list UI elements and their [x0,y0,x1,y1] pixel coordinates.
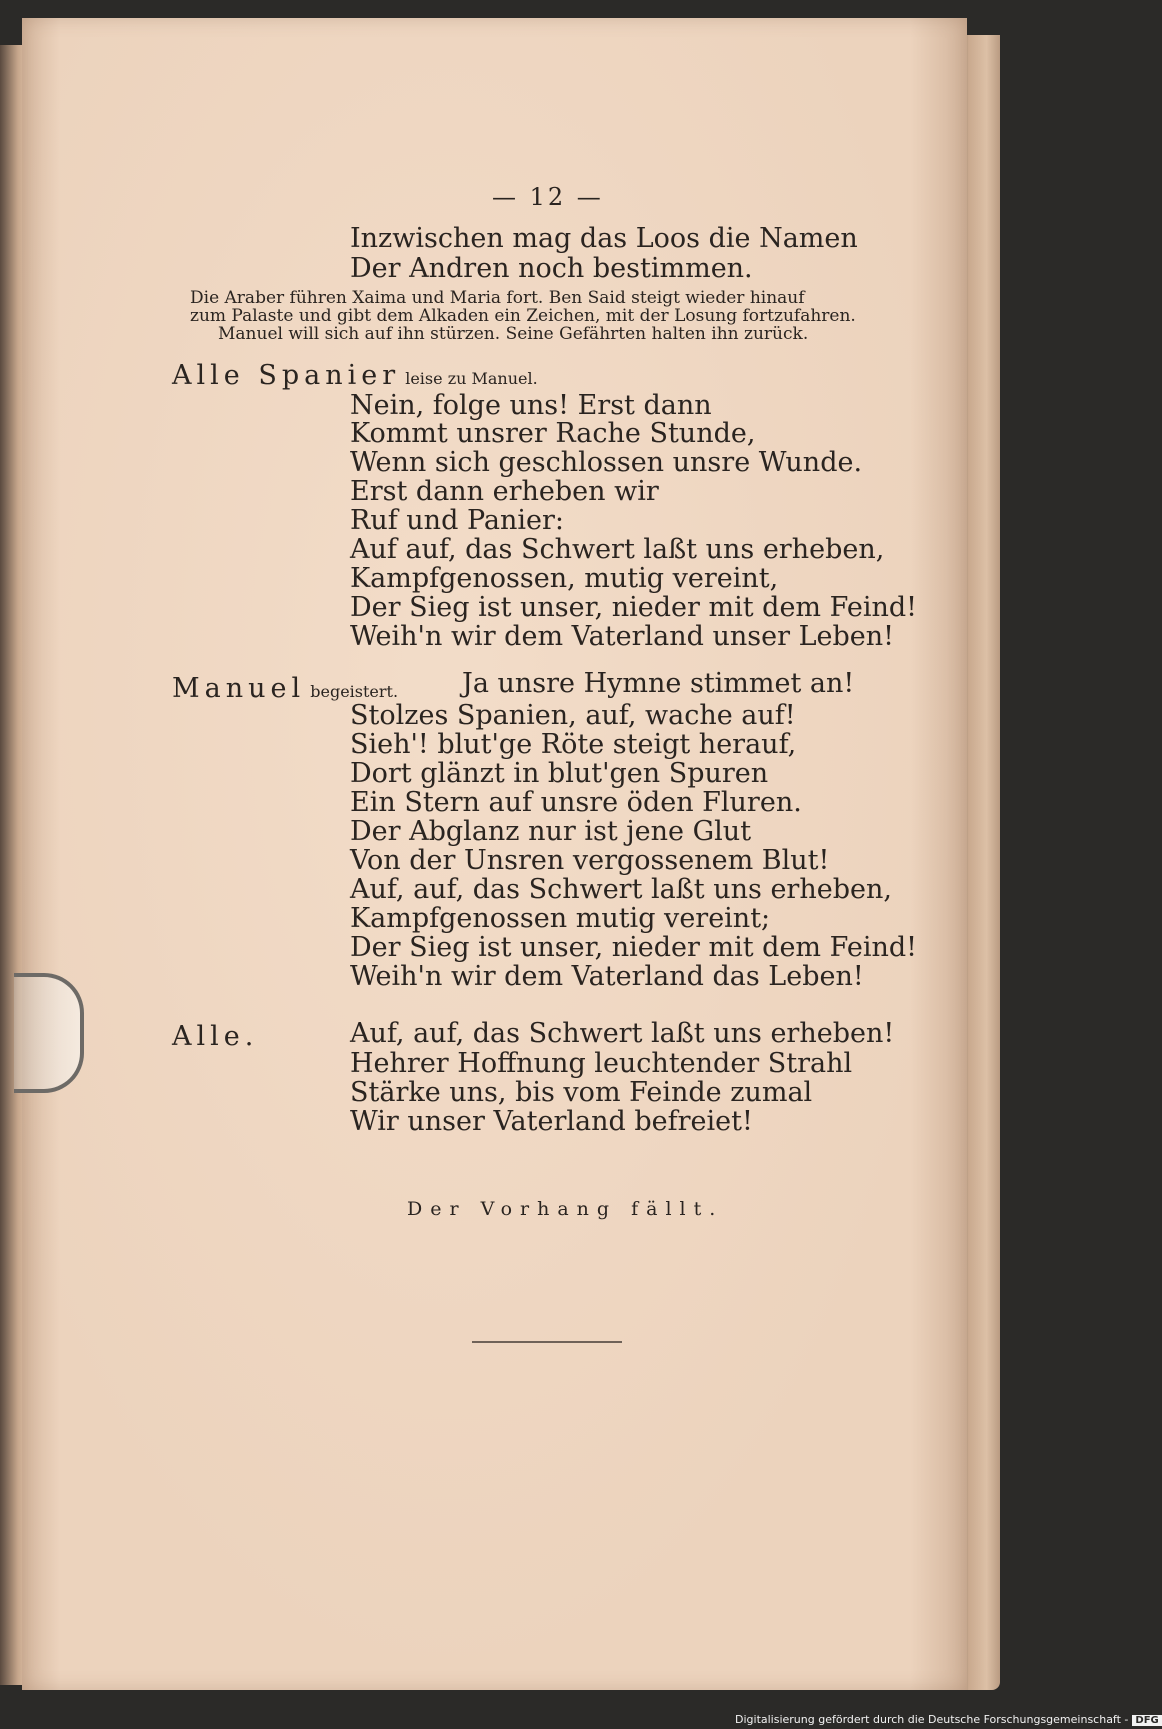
verse-line: Von der Unsren vergossenem Blut! [350,845,830,876]
speaker-heading [172,360,538,391]
verse-line: Weih'n wir dem Vaterland das Leben! [350,961,864,992]
stage-direction-line: zum Palaste und gibt dem Alkaden ein Zeichen, mit der Losung fortzufahren. [190,306,856,326]
speaker-heading [172,1021,258,1052]
page-number: — 12 — [492,183,604,211]
verse-line: Kampfgenossen, mutig vereint, [350,563,779,594]
verse-line: Ein Stern auf unsre öden Fluren. [350,787,802,818]
verse-line: Hehrer Hoffnung leuchtender Strahl [350,1048,853,1079]
verse-line: Sieh'! blut'ge Röte steigt herauf, [350,729,797,760]
speaker-name: Alle Spanier [172,360,401,391]
stage-direction-line: Die Araber führen Xaima und Maria fort. Ben Said steigt wieder hinauf [190,288,805,308]
speaker-name: Manuel [172,673,306,704]
verse-line: Dort glänzt in blut'gen Spuren [350,758,769,789]
verse-line: Erst dann erheben wir [350,476,659,507]
verse-line: Kampfgenossen mutig vereint; [350,903,771,934]
divider-rule [472,1341,622,1343]
speaker-name: Alle. [172,1021,259,1052]
verse-line: Kommt unsrer Rache Stunde, [350,418,756,449]
paper-clip-icon [14,973,84,1093]
verse-line: Stärke uns, bis vom Feinde zumal [350,1077,813,1108]
verse-line: Wenn sich geschlossen unsre Wunde. [350,447,863,478]
book-page [22,18,967,1690]
verse-line: Inzwischen mag das Loos die Namen [350,223,858,254]
speaker-direction: leise zu Manuel. [405,369,538,388]
footer-text: Digitalisierung gefördert durch die Deutsche Forschungsgemeinschaft - [735,1713,1129,1726]
verse-line: Auf, auf, das Schwert laßt uns erheben, [350,874,892,905]
verse-line: Der Abglanz nur ist jene Glut [350,816,752,847]
verse-line: Ruf und Panier: [350,505,564,536]
stage-direction-line: Manuel will sich auf ihn stürzen. Seine Gefährten halten ihn zurück. [218,324,809,344]
verse-line: Der Andren noch bestimmen. [350,253,753,284]
speaker-direction: begeistert. [310,682,399,701]
digitization-footer [735,1713,1162,1726]
verse-line: Auf, auf, das Schwert laßt uns erheben! [350,1018,895,1049]
verse-line: Nein, folge uns! Erst dann [350,390,712,421]
verse-line: Weih'n wir dem Vaterland unser Leben! [350,621,894,652]
dfg-logo-icon: DFG [1132,1715,1161,1726]
curtain-direction: Der Vorhang fällt. [407,1198,724,1220]
verse-line: Ja unsre Hymne stimmet an! [462,668,855,699]
verse-line: Stolzes Spanien, auf, wache auf! [350,700,796,731]
verse-line: Der Sieg ist unser, nieder mit dem Feind! [350,932,917,963]
verse-line: Der Sieg ist unser, nieder mit dem Feind! [350,592,917,623]
verse-line: Auf auf, das Schwert laßt uns erheben, [350,534,885,565]
verse-line: Wir unser Vaterland befreiet! [350,1106,753,1137]
